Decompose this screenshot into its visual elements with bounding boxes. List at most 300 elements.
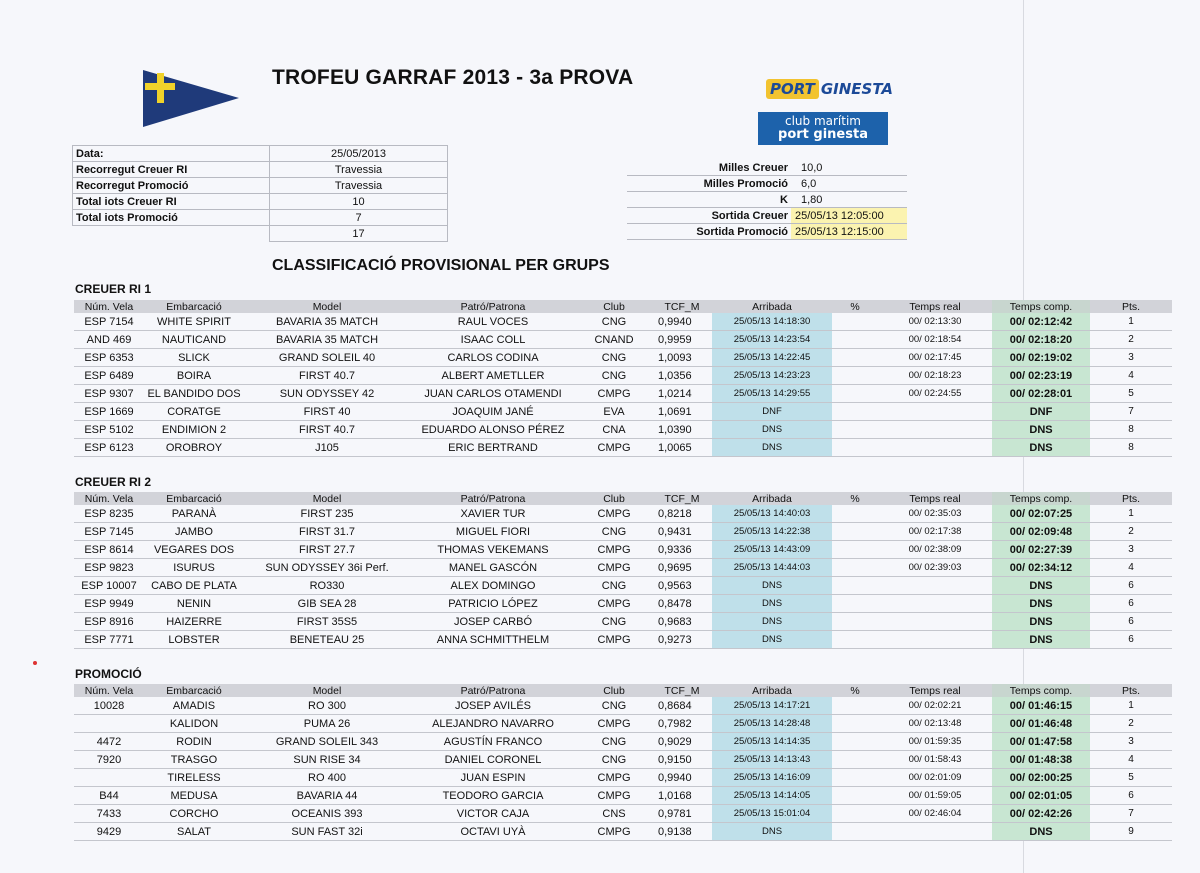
- skipper-cell: JOSEP CARBÓ: [410, 613, 576, 631]
- info-row: [627, 208, 907, 224]
- table-row: [74, 595, 1172, 613]
- real-time-cell: 00/ 02:35:03: [878, 505, 992, 523]
- tcf-cell: 0,9781: [652, 805, 712, 823]
- tcf-cell: 1,0093: [652, 349, 712, 367]
- skipper-cell: OCTAVI UYÀ: [410, 823, 576, 841]
- sail-number-cell: ESP 1669: [74, 403, 144, 421]
- percent-cell: [832, 523, 878, 541]
- percent-cell: [832, 805, 878, 823]
- arrival-cell: 25/05/13 14:18:30: [712, 313, 832, 331]
- sail-number-cell: ESP 6123: [74, 439, 144, 457]
- column-header-skipper: Patró/Patrona: [410, 684, 576, 697]
- table-row: [74, 331, 1172, 349]
- points-cell: 4: [1090, 559, 1172, 577]
- boat-model-cell: FIRST 40: [244, 403, 410, 421]
- percent-cell: [832, 331, 878, 349]
- boat-model-cell: GIB SEA 28: [244, 595, 410, 613]
- info-row: [627, 160, 907, 176]
- real-time-cell: 00/ 02:13:48: [878, 715, 992, 733]
- boat-model-cell: BENETEAU 25: [244, 631, 410, 649]
- sail-number-cell: [74, 769, 144, 787]
- points-cell: 1: [1090, 505, 1172, 523]
- points-cell: 3: [1090, 349, 1172, 367]
- boat-name-cell: SALAT: [144, 823, 244, 841]
- column-header-percent: %: [832, 300, 878, 313]
- skipper-cell: AGUSTÍN FRANCO: [410, 733, 576, 751]
- sail-number-cell: ESP 10007: [74, 577, 144, 595]
- arrival-cell: 25/05/13 14:23:23: [712, 367, 832, 385]
- boat-model-cell: OCEANIS 393: [244, 805, 410, 823]
- sail-number-cell: 9429: [74, 823, 144, 841]
- corrected-time-cell: DNS: [992, 439, 1090, 457]
- club-cell: CNG: [576, 349, 652, 367]
- percent-cell: [832, 751, 878, 769]
- points-cell: 8: [1090, 439, 1172, 457]
- percent-cell: [832, 577, 878, 595]
- column-header-percent: %: [832, 492, 878, 505]
- sail-number-cell: ESP 7145: [74, 523, 144, 541]
- tcf-cell: 0,9431: [652, 523, 712, 541]
- table-row: [74, 805, 1172, 823]
- column-header-boat-model: Model: [244, 684, 410, 697]
- info-row: [627, 192, 907, 208]
- sail-number-cell: ESP 8235: [74, 505, 144, 523]
- corrected-time-cell: DNS: [992, 595, 1090, 613]
- real-time-cell: 00/ 01:58:43: [878, 751, 992, 769]
- boat-model-cell: RO 300: [244, 697, 410, 715]
- club-cell: CNG: [576, 733, 652, 751]
- real-time-cell: [878, 439, 992, 457]
- boat-name-cell: CORATGE: [144, 403, 244, 421]
- percent-cell: [832, 733, 878, 751]
- info-row: [73, 210, 448, 226]
- column-header-club: Club: [576, 492, 652, 505]
- tcf-cell: 0,9695: [652, 559, 712, 577]
- column-header-points: Pts.: [1090, 492, 1172, 505]
- boat-model-cell: BAVARIA 44: [244, 787, 410, 805]
- info-value: 1,80: [791, 192, 907, 208]
- info-value: 25/05/13 12:15:00: [791, 224, 907, 240]
- corrected-time-cell: 00/ 01:46:15: [992, 697, 1090, 715]
- corrected-time-cell: DNS: [992, 577, 1090, 595]
- real-time-cell: [878, 421, 992, 439]
- sail-number-cell: ESP 8614: [74, 541, 144, 559]
- page-title: TROFEU GARRAF 2013 - 3a PROVA: [272, 66, 634, 89]
- info-label: Total iots Creuer RI: [73, 194, 270, 210]
- table-row: [74, 523, 1172, 541]
- points-cell: 7: [1090, 403, 1172, 421]
- boat-name-cell: ISURUS: [144, 559, 244, 577]
- column-header-real-time: Temps real: [878, 684, 992, 697]
- tcf-cell: 0,9940: [652, 769, 712, 787]
- tcf-cell: 1,0691: [652, 403, 712, 421]
- column-header-arrival: Arribada: [712, 684, 832, 697]
- boat-model-cell: SUN ODYSSEY 42: [244, 385, 410, 403]
- real-time-cell: 00/ 02:18:54: [878, 331, 992, 349]
- club-cell: CNG: [576, 523, 652, 541]
- arrival-cell: DNS: [712, 595, 832, 613]
- column-header-boat-name: Embarcació: [144, 300, 244, 313]
- points-cell: 2: [1090, 523, 1172, 541]
- boat-name-cell: TIRELESS: [144, 769, 244, 787]
- points-cell: 5: [1090, 769, 1172, 787]
- table-row: [74, 697, 1172, 715]
- corrected-time-cell: DNS: [992, 613, 1090, 631]
- percent-cell: [832, 505, 878, 523]
- real-time-cell: 00/ 02:01:09: [878, 769, 992, 787]
- percent-cell: [832, 787, 878, 805]
- skipper-cell: MIGUEL FIORI: [410, 523, 576, 541]
- club-cell: CMPG: [576, 631, 652, 649]
- club-cell: CMPG: [576, 541, 652, 559]
- tcf-cell: 1,0356: [652, 367, 712, 385]
- boat-model-cell: RO 400: [244, 769, 410, 787]
- percent-cell: [832, 613, 878, 631]
- column-header-tcf: TCF_M: [652, 684, 712, 697]
- points-cell: 7: [1090, 805, 1172, 823]
- column-header-skipper: Patró/Patrona: [410, 492, 576, 505]
- points-cell: 2: [1090, 331, 1172, 349]
- boat-model-cell: FIRST 40.7: [244, 421, 410, 439]
- table-row: [74, 439, 1172, 457]
- tcf-cell: 0,9150: [652, 751, 712, 769]
- tcf-cell: 1,0390: [652, 421, 712, 439]
- skipper-cell: EDUARDO ALONSO PÉREZ: [410, 421, 576, 439]
- group-title: PROMOCIÓ: [75, 667, 142, 681]
- skipper-cell: RAUL VOCES: [410, 313, 576, 331]
- table-header-row: [74, 684, 1172, 697]
- arrival-cell: 25/05/13 14:44:03: [712, 559, 832, 577]
- points-cell: 1: [1090, 313, 1172, 331]
- column-header-points: Pts.: [1090, 300, 1172, 313]
- real-time-cell: 00/ 02:46:04: [878, 805, 992, 823]
- tcf-cell: 0,8218: [652, 505, 712, 523]
- sail-number-cell: B44: [74, 787, 144, 805]
- info-label: Recorregut Creuer RI: [73, 162, 270, 178]
- column-header-sail-number: Núm. Vela: [74, 684, 144, 697]
- corrected-time-cell: 00/ 02:12:42: [992, 313, 1090, 331]
- info-value: 10: [270, 194, 448, 210]
- corrected-time-cell: 00/ 02:09:48: [992, 523, 1090, 541]
- percent-cell: [832, 715, 878, 733]
- arrival-cell: 25/05/13 14:28:48: [712, 715, 832, 733]
- info-value: Travessia: [270, 162, 448, 178]
- column-header-boat-name: Embarcació: [144, 684, 244, 697]
- sail-number-cell: ESP 7771: [74, 631, 144, 649]
- logo-club-line1: club marítim: [784, 114, 861, 128]
- skipper-cell: CARLOS CODINA: [410, 349, 576, 367]
- club-cell: CNS: [576, 805, 652, 823]
- skipper-cell: THOMAS VEKEMANS: [410, 541, 576, 559]
- tcf-cell: 0,9940: [652, 313, 712, 331]
- results-table-creuer-ri-2: [74, 492, 1172, 649]
- boat-name-cell: WHITE SPIRIT: [144, 313, 244, 331]
- group-title: CREUER RI 2: [75, 475, 152, 489]
- skipper-cell: TEODORO GARCIA: [410, 787, 576, 805]
- percent-cell: [832, 403, 878, 421]
- ink-mark: [33, 661, 37, 665]
- club-cell: CMPG: [576, 715, 652, 733]
- info-value: Travessia: [270, 178, 448, 194]
- corrected-time-cell: 00/ 02:01:05: [992, 787, 1090, 805]
- info-label: Data:: [73, 146, 270, 162]
- boat-model-cell: GRAND SOLEIL 40: [244, 349, 410, 367]
- info-row: [627, 224, 907, 240]
- real-time-cell: [878, 403, 992, 421]
- corrected-time-cell: 00/ 02:28:01: [992, 385, 1090, 403]
- info-value: 17: [270, 226, 448, 242]
- real-time-cell: 00/ 02:24:55: [878, 385, 992, 403]
- club-cell: CMPG: [576, 769, 652, 787]
- corrected-time-cell: DNS: [992, 823, 1090, 841]
- column-header-percent: %: [832, 684, 878, 697]
- arrival-cell: 25/05/13 14:17:21: [712, 697, 832, 715]
- club-cell: CNG: [576, 613, 652, 631]
- table-row: [74, 403, 1172, 421]
- column-header-real-time: Temps real: [878, 492, 992, 505]
- points-cell: 6: [1090, 577, 1172, 595]
- points-cell: 4: [1090, 367, 1172, 385]
- sail-number-cell: ESP 8916: [74, 613, 144, 631]
- arrival-cell: DNS: [712, 439, 832, 457]
- real-time-cell: 00/ 01:59:05: [878, 787, 992, 805]
- logo-club-line2: port ginesta: [778, 127, 868, 142]
- skipper-cell: VICTOR CAJA: [410, 805, 576, 823]
- skipper-cell: PATRICIO LÓPEZ: [410, 595, 576, 613]
- table-row: [74, 751, 1172, 769]
- boat-name-cell: AMADIS: [144, 697, 244, 715]
- sail-number-cell: ESP 6489: [74, 367, 144, 385]
- boat-model-cell: FIRST 31.7: [244, 523, 410, 541]
- points-cell: 3: [1090, 733, 1172, 751]
- sail-number-cell: 10028: [74, 697, 144, 715]
- table-row: [74, 421, 1172, 439]
- percent-cell: [832, 421, 878, 439]
- club-cell: CNG: [576, 697, 652, 715]
- skipper-cell: JOAQUIM JANÉ: [410, 403, 576, 421]
- boat-model-cell: FIRST 27.7: [244, 541, 410, 559]
- sail-number-cell: ESP 6353: [74, 349, 144, 367]
- column-header-real-time: Temps real: [878, 300, 992, 313]
- column-header-club: Club: [576, 684, 652, 697]
- boat-name-cell: BOIRA: [144, 367, 244, 385]
- info-row: [627, 176, 907, 192]
- tcf-cell: 0,9336: [652, 541, 712, 559]
- logo-ginesta-text: GINESTA: [820, 80, 894, 98]
- points-cell: 6: [1090, 613, 1172, 631]
- table-row: [74, 559, 1172, 577]
- arrival-cell: 25/05/13 14:16:09: [712, 769, 832, 787]
- skipper-cell: MANEL GASCÓN: [410, 559, 576, 577]
- club-cell: CMPG: [576, 559, 652, 577]
- real-time-cell: [878, 823, 992, 841]
- percent-cell: [832, 349, 878, 367]
- table-row: [74, 631, 1172, 649]
- real-time-cell: [878, 577, 992, 595]
- column-header-corrected-time: Temps comp.: [992, 492, 1090, 505]
- boat-model-cell: RO330: [244, 577, 410, 595]
- arrival-cell: DNS: [712, 631, 832, 649]
- real-time-cell: [878, 631, 992, 649]
- boat-name-cell: NAUTICAND: [144, 331, 244, 349]
- corrected-time-cell: 00/ 01:46:48: [992, 715, 1090, 733]
- arrival-cell: 25/05/13 14:29:55: [712, 385, 832, 403]
- points-cell: 5: [1090, 385, 1172, 403]
- boat-name-cell: MEDUSA: [144, 787, 244, 805]
- column-header-points: Pts.: [1090, 684, 1172, 697]
- arrival-cell: 25/05/13 14:23:54: [712, 331, 832, 349]
- info-value: 10,0: [791, 160, 907, 176]
- table-row: [74, 349, 1172, 367]
- percent-cell: [832, 313, 878, 331]
- column-header-tcf: TCF_M: [652, 300, 712, 313]
- info-label: Milles Promoció: [627, 176, 791, 192]
- table-row: [74, 367, 1172, 385]
- arrival-cell: 25/05/13 14:40:03: [712, 505, 832, 523]
- column-header-corrected-time: Temps comp.: [992, 684, 1090, 697]
- club-cell: CNG: [576, 751, 652, 769]
- column-header-skipper: Patró/Patrona: [410, 300, 576, 313]
- boat-model-cell: GRAND SOLEIL 343: [244, 733, 410, 751]
- percent-cell: [832, 697, 878, 715]
- club-cell: CNA: [576, 421, 652, 439]
- info-label: Milles Creuer: [627, 160, 791, 176]
- corrected-time-cell: 00/ 02:18:20: [992, 331, 1090, 349]
- corrected-time-cell: 00/ 01:48:38: [992, 751, 1090, 769]
- club-cell: CMPG: [576, 439, 652, 457]
- info-label: Recorregut Promoció: [73, 178, 270, 194]
- corrected-time-cell: 00/ 01:47:58: [992, 733, 1090, 751]
- boat-name-cell: JAMBO: [144, 523, 244, 541]
- club-cell: CNG: [576, 313, 652, 331]
- column-header-sail-number: Núm. Vela: [74, 300, 144, 313]
- boat-name-cell: CORCHO: [144, 805, 244, 823]
- course-info-table: [627, 160, 907, 240]
- arrival-cell: DNS: [712, 577, 832, 595]
- info-value: 7: [270, 210, 448, 226]
- skipper-cell: ISAAC COLL: [410, 331, 576, 349]
- table-row: [74, 787, 1172, 805]
- table-row: [74, 769, 1172, 787]
- club-cell: CMPG: [576, 595, 652, 613]
- percent-cell: [832, 559, 878, 577]
- boat-model-cell: SUN ODYSSEY 36i Perf.: [244, 559, 410, 577]
- sail-number-cell: ESP 7154: [74, 313, 144, 331]
- percent-cell: [832, 367, 878, 385]
- points-cell: 1: [1090, 697, 1172, 715]
- arrival-cell: 25/05/13 14:14:35: [712, 733, 832, 751]
- results-table-promocio: [74, 684, 1172, 841]
- sail-number-cell: 7920: [74, 751, 144, 769]
- info-label: Sortida Promoció: [627, 224, 791, 240]
- sail-number-cell: AND 469: [74, 331, 144, 349]
- boat-model-cell: SUN RISE 34: [244, 751, 410, 769]
- sail-number-cell: 4472: [74, 733, 144, 751]
- column-header-arrival: Arribada: [712, 492, 832, 505]
- boat-model-cell: FIRST 35S5: [244, 613, 410, 631]
- corrected-time-cell: 00/ 02:19:02: [992, 349, 1090, 367]
- table-row: [74, 385, 1172, 403]
- boat-name-cell: EL BANDIDO DOS: [144, 385, 244, 403]
- column-header-tcf: TCF_M: [652, 492, 712, 505]
- points-cell: 6: [1090, 631, 1172, 649]
- club-cell: EVA: [576, 403, 652, 421]
- skipper-cell: ALBERT AMETLLER: [410, 367, 576, 385]
- club-cell: CMPG: [576, 823, 652, 841]
- info-row: [73, 194, 448, 210]
- port-ginesta-logo: [766, 79, 893, 99]
- real-time-cell: 00/ 01:59:35: [878, 733, 992, 751]
- points-cell: 6: [1090, 787, 1172, 805]
- table-row: [74, 313, 1172, 331]
- boat-name-cell: PARANÀ: [144, 505, 244, 523]
- tcf-cell: 0,9563: [652, 577, 712, 595]
- arrival-cell: 25/05/13 15:01:04: [712, 805, 832, 823]
- percent-cell: [832, 595, 878, 613]
- points-cell: 3: [1090, 541, 1172, 559]
- tcf-cell: 0,9683: [652, 613, 712, 631]
- results-table-creuer-ri-1: [74, 300, 1172, 457]
- info-label: Total iots Promoció: [73, 210, 270, 226]
- table-row: [74, 541, 1172, 559]
- info-value: 6,0: [791, 176, 907, 192]
- real-time-cell: 00/ 02:39:03: [878, 559, 992, 577]
- real-time-cell: [878, 595, 992, 613]
- tcf-cell: 0,9959: [652, 331, 712, 349]
- corrected-time-cell: 00/ 02:23:19: [992, 367, 1090, 385]
- tcf-cell: 0,8684: [652, 697, 712, 715]
- arrival-cell: 25/05/13 14:43:09: [712, 541, 832, 559]
- table-header-row: [74, 300, 1172, 313]
- info-row: [73, 226, 448, 242]
- club-cell: CMPG: [576, 385, 652, 403]
- corrected-time-cell: 00/ 02:00:25: [992, 769, 1090, 787]
- points-cell: 8: [1090, 421, 1172, 439]
- column-header-boat-model: Model: [244, 492, 410, 505]
- percent-cell: [832, 769, 878, 787]
- real-time-cell: 00/ 02:18:23: [878, 367, 992, 385]
- boat-name-cell: TRASGO: [144, 751, 244, 769]
- boat-name-cell: OROBROY: [144, 439, 244, 457]
- boat-name-cell: KALIDON: [144, 715, 244, 733]
- tcf-cell: 0,8478: [652, 595, 712, 613]
- boat-name-cell: ENDIMION 2: [144, 421, 244, 439]
- points-cell: 2: [1090, 715, 1172, 733]
- club-cell: CNG: [576, 367, 652, 385]
- sail-number-cell: ESP 9307: [74, 385, 144, 403]
- skipper-cell: ANNA SCHMITTHELM: [410, 631, 576, 649]
- table-row: [74, 823, 1172, 841]
- info-label: [73, 226, 270, 242]
- table-row: [74, 505, 1172, 523]
- info-label: Sortida Creuer: [627, 208, 791, 224]
- corrected-time-cell: DNS: [992, 421, 1090, 439]
- skipper-cell: JUAN CARLOS OTAMENDI: [410, 385, 576, 403]
- boat-name-cell: LOBSTER: [144, 631, 244, 649]
- boat-model-cell: PUMA 26: [244, 715, 410, 733]
- arrival-cell: DNF: [712, 403, 832, 421]
- tcf-cell: 1,0168: [652, 787, 712, 805]
- arrival-cell: 25/05/13 14:22:45: [712, 349, 832, 367]
- info-label: K: [627, 192, 791, 208]
- real-time-cell: 00/ 02:02:21: [878, 697, 992, 715]
- table-row: [74, 577, 1172, 595]
- corrected-time-cell: 00/ 02:07:25: [992, 505, 1090, 523]
- sail-number-cell: 7433: [74, 805, 144, 823]
- club-cell: CMPG: [576, 787, 652, 805]
- percent-cell: [832, 439, 878, 457]
- points-cell: 9: [1090, 823, 1172, 841]
